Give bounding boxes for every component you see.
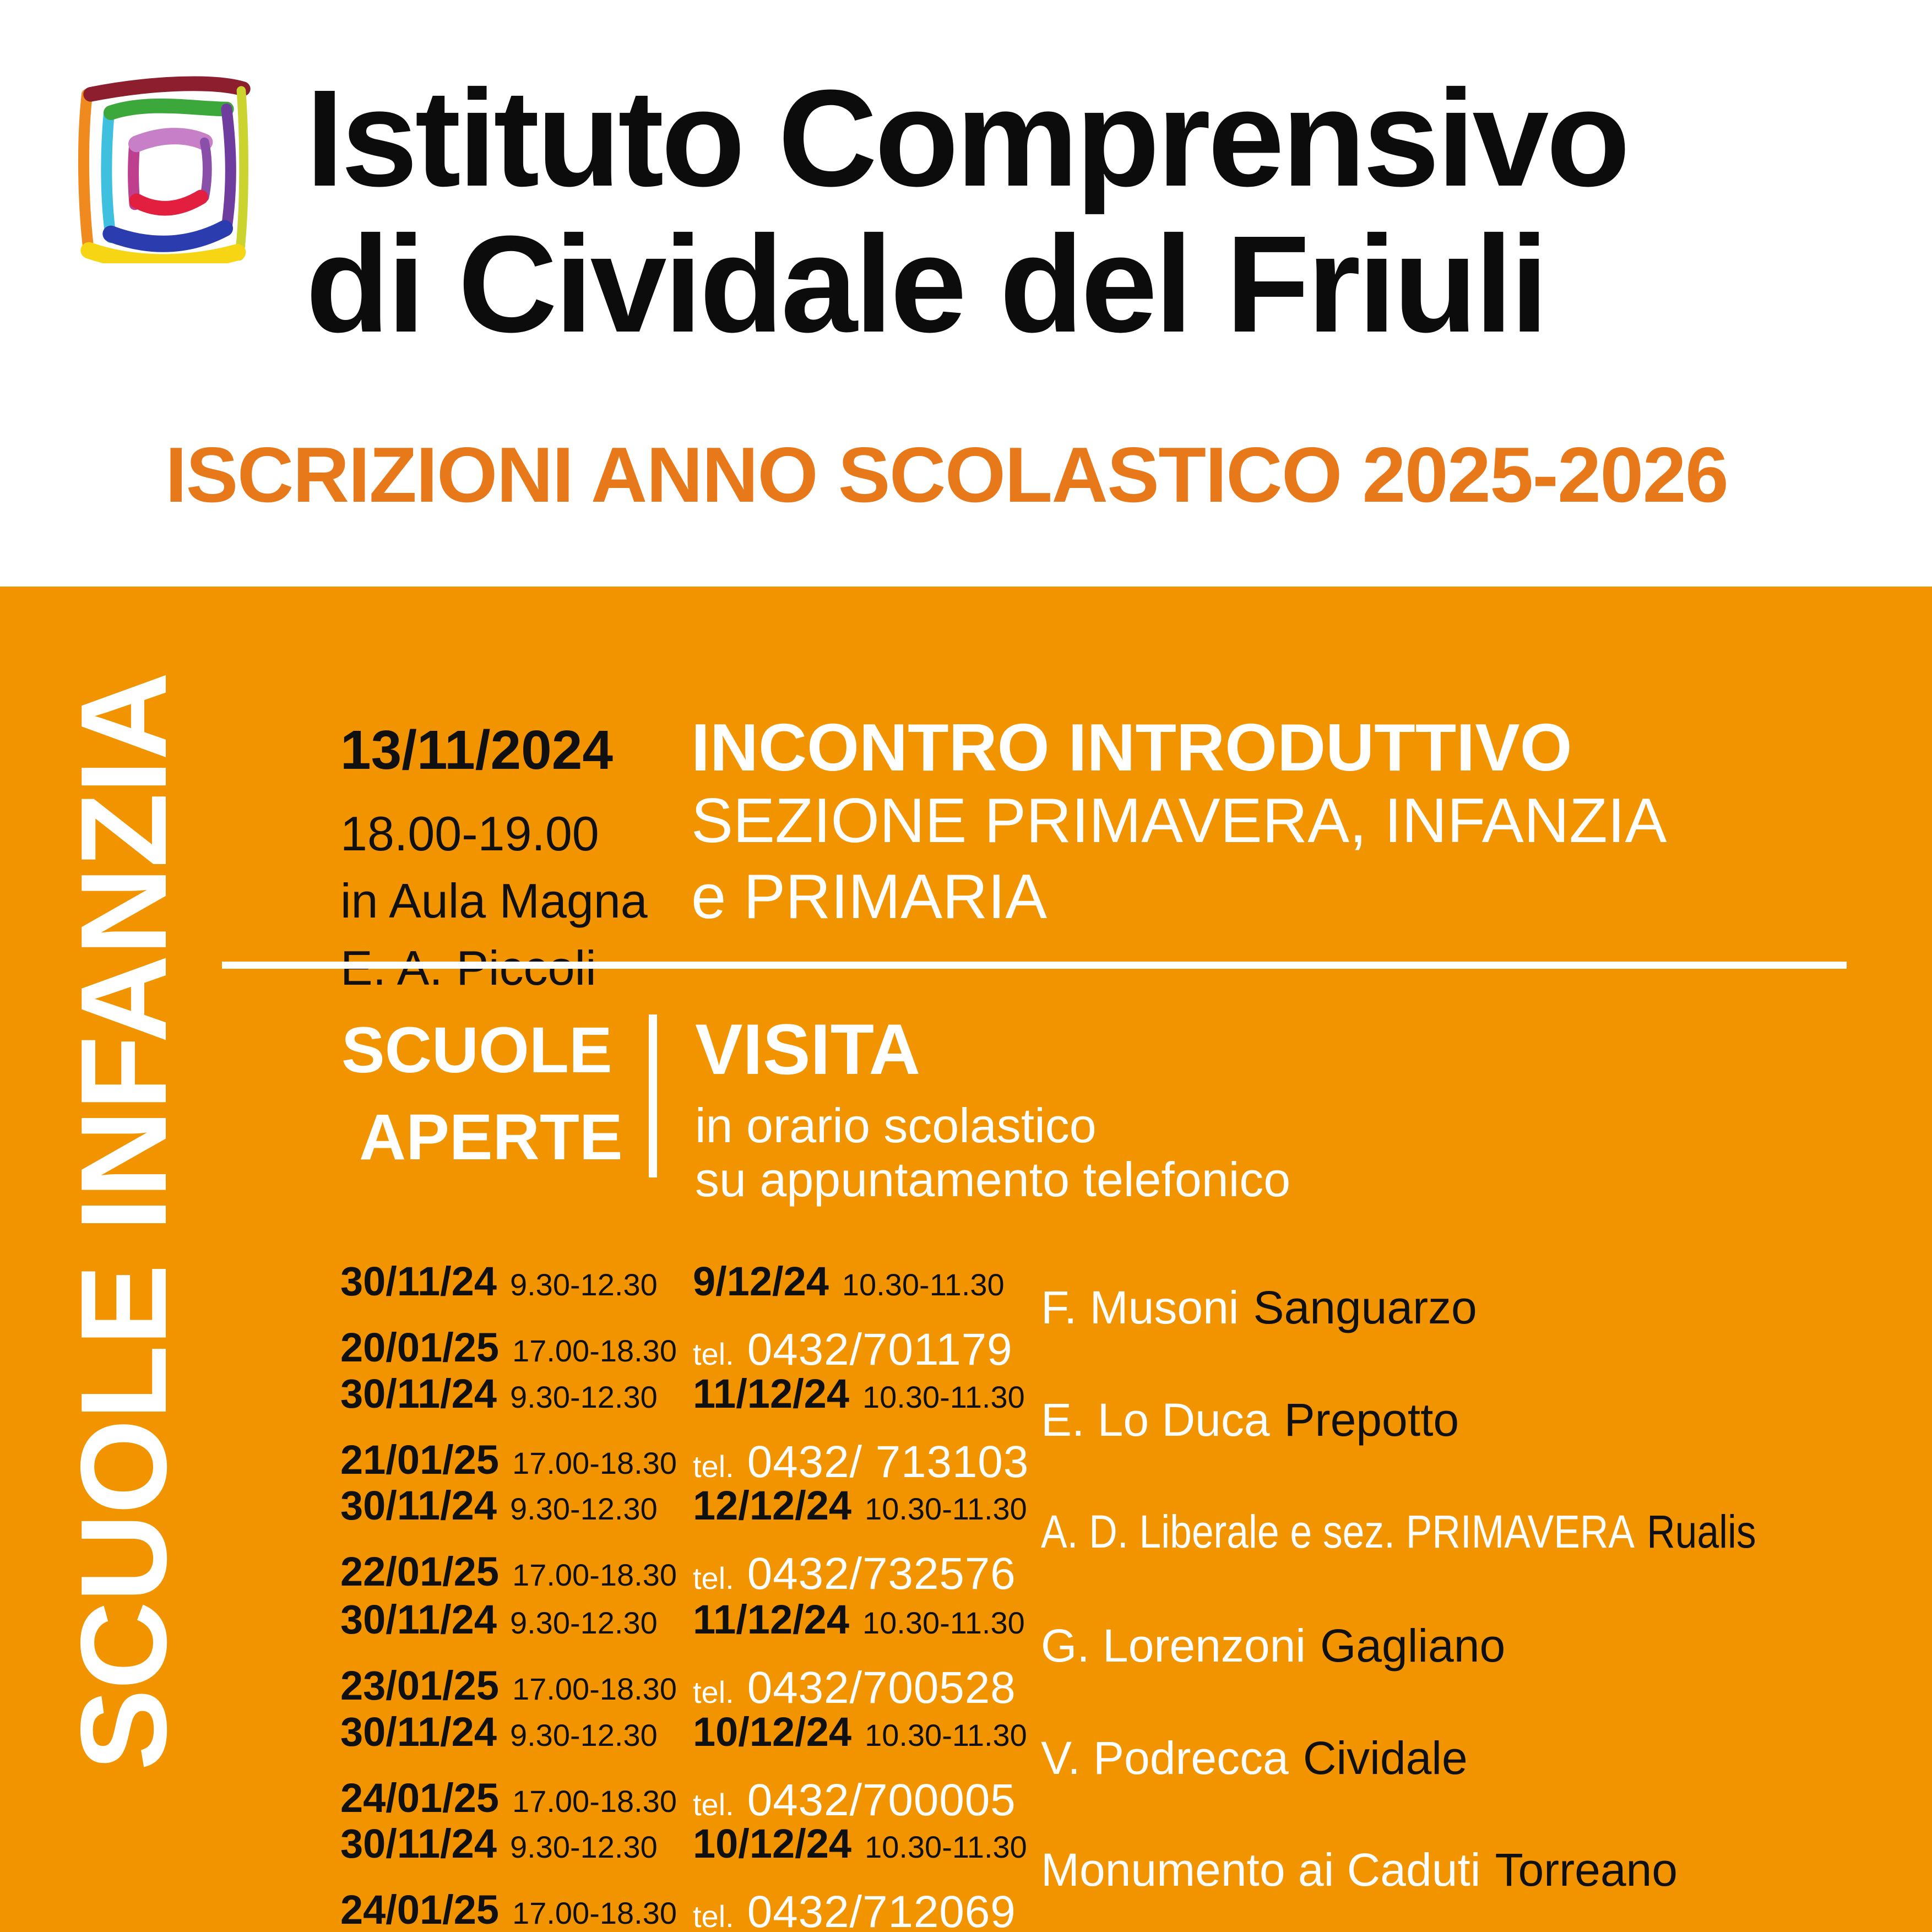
visit-time: 10.30-11.30	[862, 1605, 1025, 1640]
school-logo-icon	[70, 70, 258, 263]
phone-label: tel.	[693, 1337, 734, 1371]
open-time-2: 17.00-18.30	[512, 1333, 677, 1368]
school-cell	[1041, 1732, 1468, 1784]
open-time-1: 9.30-12.30	[509, 1718, 658, 1752]
visit-time: 10.30-11.30	[862, 1380, 1025, 1414]
table-row	[0, 1599, 1932, 1712]
title-line-2: di Cividale del Friuli	[306, 207, 1546, 361]
table-row	[0, 1821, 1932, 1932]
visit-date: 12/12/24	[693, 1483, 852, 1528]
open-date-2: 23/01/25	[340, 1663, 500, 1708]
phone-label: tel.	[693, 1675, 734, 1710]
school-name: G. Lorenzoni	[1041, 1620, 1306, 1671]
school-cell	[1041, 1394, 1459, 1446]
phone-label: tel.	[693, 1449, 734, 1484]
open-time-1: 9.30-12.30	[509, 1380, 658, 1414]
open-time-1: 9.30-12.30	[509, 1830, 658, 1864]
visit-cell	[693, 1709, 1027, 1825]
open-dates-cell	[340, 1599, 677, 1706]
school-name: A. D. Liberale e sez. PRIMAVERA	[1041, 1506, 1635, 1557]
open-date-2: 24/01/25	[340, 1775, 500, 1821]
visit-date: 10/12/24	[693, 1821, 852, 1866]
open-date-2: 21/01/25	[340, 1437, 500, 1483]
phone-label: tel.	[693, 1899, 734, 1932]
phone-number: 0432/ 713103	[747, 1437, 1029, 1487]
school-town: Torreano	[1495, 1844, 1678, 1896]
open-dates-cell	[340, 1258, 677, 1370]
open-dates-cell	[340, 1821, 677, 1932]
visit-time: 10.30-11.30	[842, 1267, 1005, 1302]
open-time-1: 9.30-12.30	[509, 1605, 658, 1640]
intro-heading-line1: INCONTRO INTRODUTTIVO	[691, 710, 1572, 785]
school-town: Rualis	[1647, 1506, 1756, 1557]
open-time-2: 17.00-18.30	[512, 1446, 677, 1480]
visit-date: 10/12/24	[693, 1709, 852, 1755]
open-time-2: 17.00-18.30	[512, 1671, 677, 1706]
open-dates-cell	[340, 1709, 677, 1821]
open-time-2: 17.00-18.30	[512, 1896, 677, 1930]
visit-cell	[693, 1485, 1027, 1597]
open-time-2: 17.00-18.30	[512, 1557, 677, 1592]
phone-number: 0432/700005	[747, 1775, 1016, 1825]
table-row	[0, 1371, 1932, 1487]
vertical-divider	[649, 1014, 657, 1177]
title-line-1: Istituto Comprensivo	[306, 61, 1628, 215]
school-cell	[1041, 1622, 1505, 1669]
visit-time: 10.30-11.30	[865, 1830, 1027, 1864]
intro-heading-line3: e PRIMARIA	[691, 862, 1048, 932]
intro-meeting-place-line1: in Aula Magna	[340, 873, 648, 928]
phone-number: 0432/712069	[747, 1887, 1016, 1932]
open-date-1: 30/11/24	[340, 1821, 497, 1866]
visit-time: 10.30-11.30	[865, 1718, 1027, 1752]
visit-title: VISITA	[695, 1009, 921, 1089]
phone-label: tel.	[693, 1561, 734, 1595]
school-town: Prepotto	[1284, 1394, 1459, 1446]
horizontal-divider	[222, 962, 1847, 969]
school-town: Sanguarzo	[1253, 1282, 1477, 1333]
phone-number: 0432/700528	[747, 1663, 1016, 1713]
open-date-2: 24/01/25	[340, 1887, 500, 1932]
school-name: E. Lo Duca	[1041, 1394, 1270, 1446]
open-date-1: 30/11/24	[340, 1597, 497, 1642]
open-schools-label-line2: APERTE	[359, 1101, 623, 1174]
visit-info-line1: in orario scolastico	[695, 1098, 1097, 1153]
visit-cell	[693, 1821, 1027, 1932]
school-town: Gagliano	[1320, 1620, 1506, 1671]
school-cell	[1041, 1508, 1756, 1555]
vertical-label-text: SCUOLE INFANZIA	[56, 672, 192, 1771]
school-cell	[1041, 1844, 1678, 1896]
open-date-2: 22/01/25	[340, 1549, 500, 1594]
open-date-2: 20/01/25	[340, 1325, 500, 1370]
open-date-1: 30/11/24	[340, 1371, 497, 1417]
open-date-1: 30/11/24	[340, 1709, 497, 1755]
visit-cell	[693, 1599, 1025, 1711]
phone-number: 0432/732576	[747, 1549, 1016, 1599]
school-name: V. Podrecca	[1041, 1732, 1289, 1784]
school-town: Cividale	[1303, 1732, 1468, 1784]
intro-heading-line2: SEZIONE PRIMAVERA, INFANZIA	[691, 786, 1667, 856]
school-cell	[1041, 1284, 1477, 1331]
open-time-2: 17.00-18.30	[512, 1784, 677, 1819]
open-dates-cell	[340, 1371, 677, 1483]
school-name: Monumento ai Caduti	[1041, 1844, 1481, 1896]
page-title	[306, 61, 1628, 361]
visit-cell	[693, 1258, 1013, 1375]
table-row	[0, 1709, 1932, 1825]
visit-info-line2: su appuntamento telefonico	[695, 1152, 1291, 1207]
table-row	[0, 1258, 1932, 1375]
open-time-1: 9.30-12.30	[509, 1491, 658, 1526]
open-date-1: 30/11/24	[340, 1258, 497, 1304]
intro-meeting-time: 18.00-19.00	[340, 806, 599, 861]
intro-meeting-date: 13/11/2024	[340, 719, 613, 781]
visit-time: 10.30-11.30	[865, 1491, 1027, 1526]
open-date-1: 30/11/24	[340, 1483, 497, 1528]
visit-date: 11/12/24	[693, 1597, 849, 1642]
table-row	[0, 1485, 1932, 1598]
enrollment-subtitle: ISCRIZIONI ANNO SCOLASTICO 2025-2026	[165, 431, 1728, 519]
visit-date: 9/12/24	[693, 1258, 829, 1304]
phone-label: tel.	[693, 1787, 734, 1822]
open-schools-label-line1: SCUOLE	[341, 1014, 612, 1087]
school-name: F. Musoni	[1041, 1282, 1239, 1333]
phone-number: 0432/701179	[747, 1325, 1013, 1375]
visit-date: 11/12/24	[693, 1371, 849, 1417]
visit-cell	[693, 1371, 1029, 1487]
open-time-1: 9.30-12.30	[509, 1267, 658, 1302]
open-dates-cell	[340, 1485, 677, 1592]
